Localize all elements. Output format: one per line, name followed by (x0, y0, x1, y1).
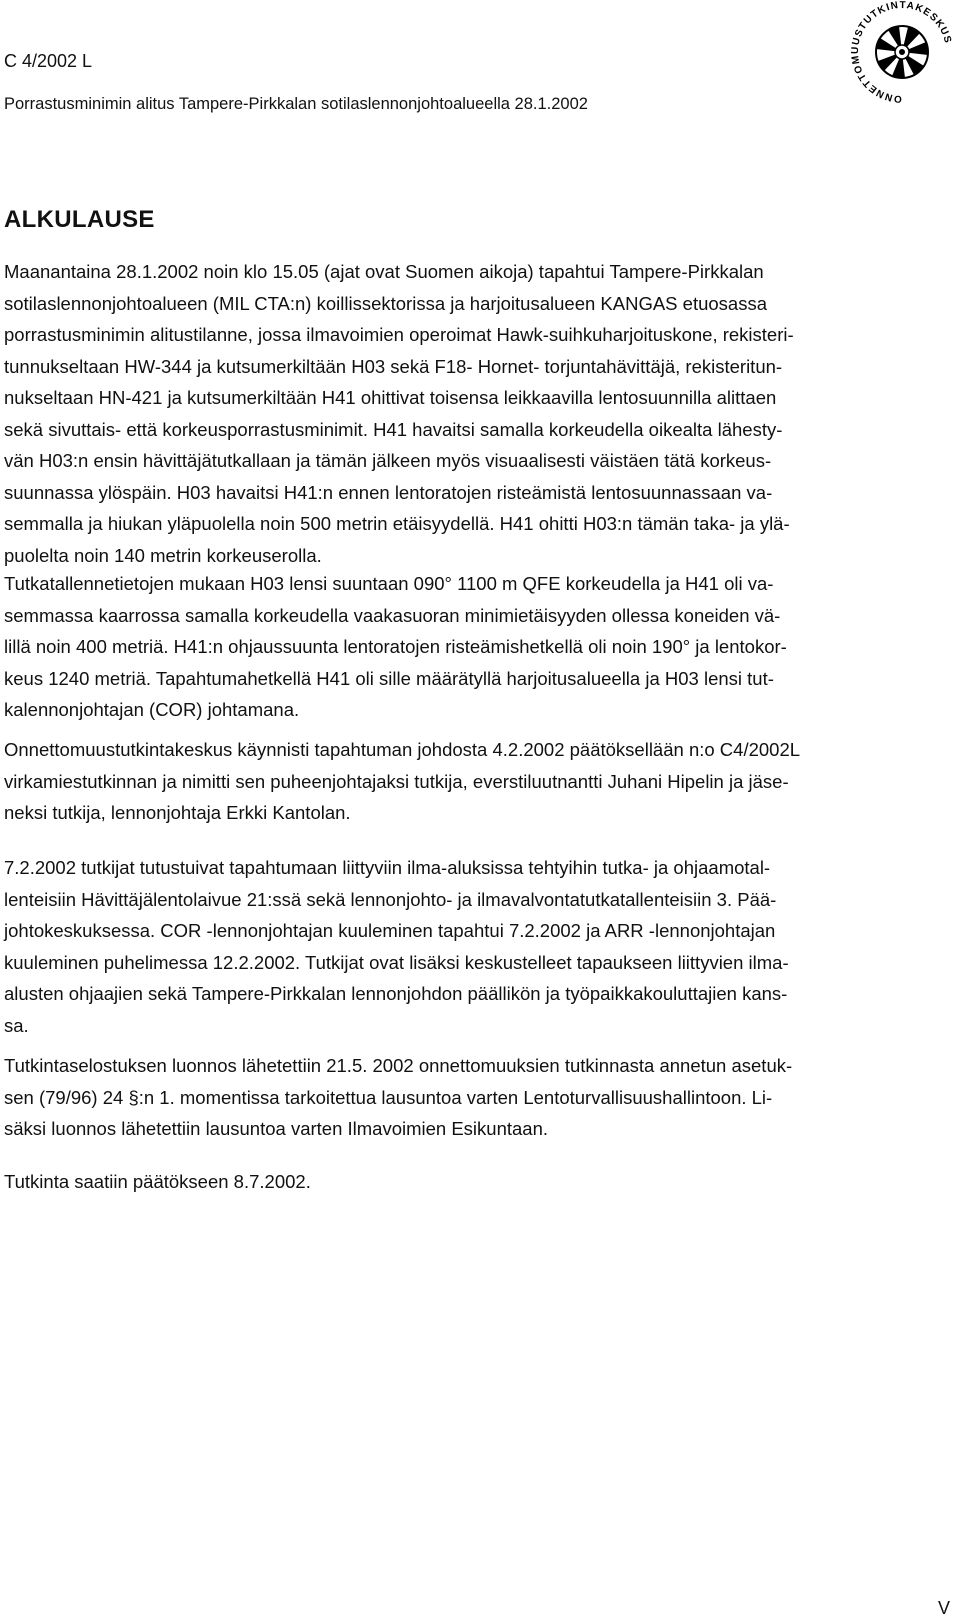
logo-text: ONNETTOMUUSTUTKINTAKESKUS (849, 0, 954, 105)
section-title: ALKULAUSE (4, 206, 155, 233)
paragraph-radar-data: Tutkatallennetietojen mukaan H03 lensi suuntaan 090° 1100 m QFE korkeudella ja H41 oli va- semmassa kaarrossa samalla korkeudella vaakasuoran minimietäisyyden ollessa koneiden vä- lillä noin 400 metriä. H41:n ohjaussuunta lentoratojen risteämishetkellä oli noin 190° ja lentokor- keus 1240 metriä. Tapahtumahetkellä H41 oli sille määrätyllä harjoitusalueella ja H03 lensi tut- kalennonjohtajan (COR) johtamana. (4, 573, 787, 720)
onnettomuustutkintakeskus-logo (845, 0, 960, 110)
paragraph-conclusion-date: Tutkinta saatiin päätökseen 8.7.2002. (4, 1171, 311, 1192)
paragraph-investigation-work: 7.2.2002 tutkijat tutustuivat tapahtumaan liittyviin ilma-aluksissa tehtyihin tutka- ja ohjaamotal- lenteisiin Hävittäjälentolaivue 21:ssä sekä lennonjohto- ja ilmavalvontatutkatallenteisiin 3. Pää- johtokeskuksessa. COR -lennonjohtajan kuuleminen tapahtui 7.2.2002 ja ARR -lennonjohtajan kuuleminen puhelimessa 12.2.2002. Tutkijat ovat lisäksi keskustelleet tapaukseen liittyvien ilma- alusten ohjaajien sekä Tampere-Pirkkalan lennonjohdon päällikön ja työpaikkakouluttajien kans- sa. (4, 857, 789, 1036)
report-title: Porrastusminimin alitus Tampere-Pirkkalan sotilaslennonjohtoalueella 28.1.2002 (4, 95, 588, 113)
page-number: V (938, 1598, 951, 1618)
paragraph-investigation-start: Onnettomuustutkintakeskus käynnisti tapahtuman johdosta 4.2.2002 päätöksellään n:o C4/2002L virkamiestutkinnan ja nimitti sen puheenjohtajaksi tutkija, everstiluutnantti Juhani Hipelin ja jäse- neksi tutkija, lennonjohtaja Erkki Kantolan. (4, 739, 801, 823)
paragraph-incident-summary: Maanantaina 28.1.2002 noin klo 15.05 (ajat ovat Suomen aikoja) tapahtui Tampere-Pirkkalan sotilaslennonjohtoalueen (MIL CTA:n) koillissektorissa ja harjoitusalueen KANGAS etuosassa porrastusminimin alitustilanne, jossa ilmavoimien operoimat Hawk-suihkuharjoituskone, rekisteri- tunnukseltaan HW-344 ja kutsumerkiltään H03 sekä F18- Hornet- torjuntahävittäjä, rekisteritun- nukseltaan HN-421 ja kutsumerkiltään H41 ohittivat toisensa leikkaavilla lentosuunnilla alittaen sekä sivuttais- että korkeusporrastusminimit. H41 havaitsi samalla korkeudella oikealta lähesty- vän H03:n ensin hävittäjätutkallaan ja tämän jälkeen myös visuaalisesti väistäen tätä korkeus- suunnassa ylöspäin. H03 havaitsi H41:n ennen lentoratojen risteämistä lentosuunnassaan va- semmalla ja hiukan yläpuolella noin 500 metrin etäisyydellä. H41 ohitti H03:n tämän taka- ja ylä- puolelta noin 140 metrin korkeuserolla. (4, 261, 794, 566)
logo-graphic-icon (845, 0, 960, 110)
report-code: C 4/2002 L (4, 51, 93, 71)
paragraph-draft-report: Tutkintaselostuksen luonnos lähetettiin 21.5. 2002 onnettomuuksien tutkinnasta annetun asetuk- sen (79/96) 24 §:n 1. momentissa tarkoitettua lausuntoa varten Lentoturvallisuushallintoon. Li- säksi luonnos lähetettiin lausuntoa varten Ilmavoimien Esikuntaan. (4, 1055, 793, 1139)
